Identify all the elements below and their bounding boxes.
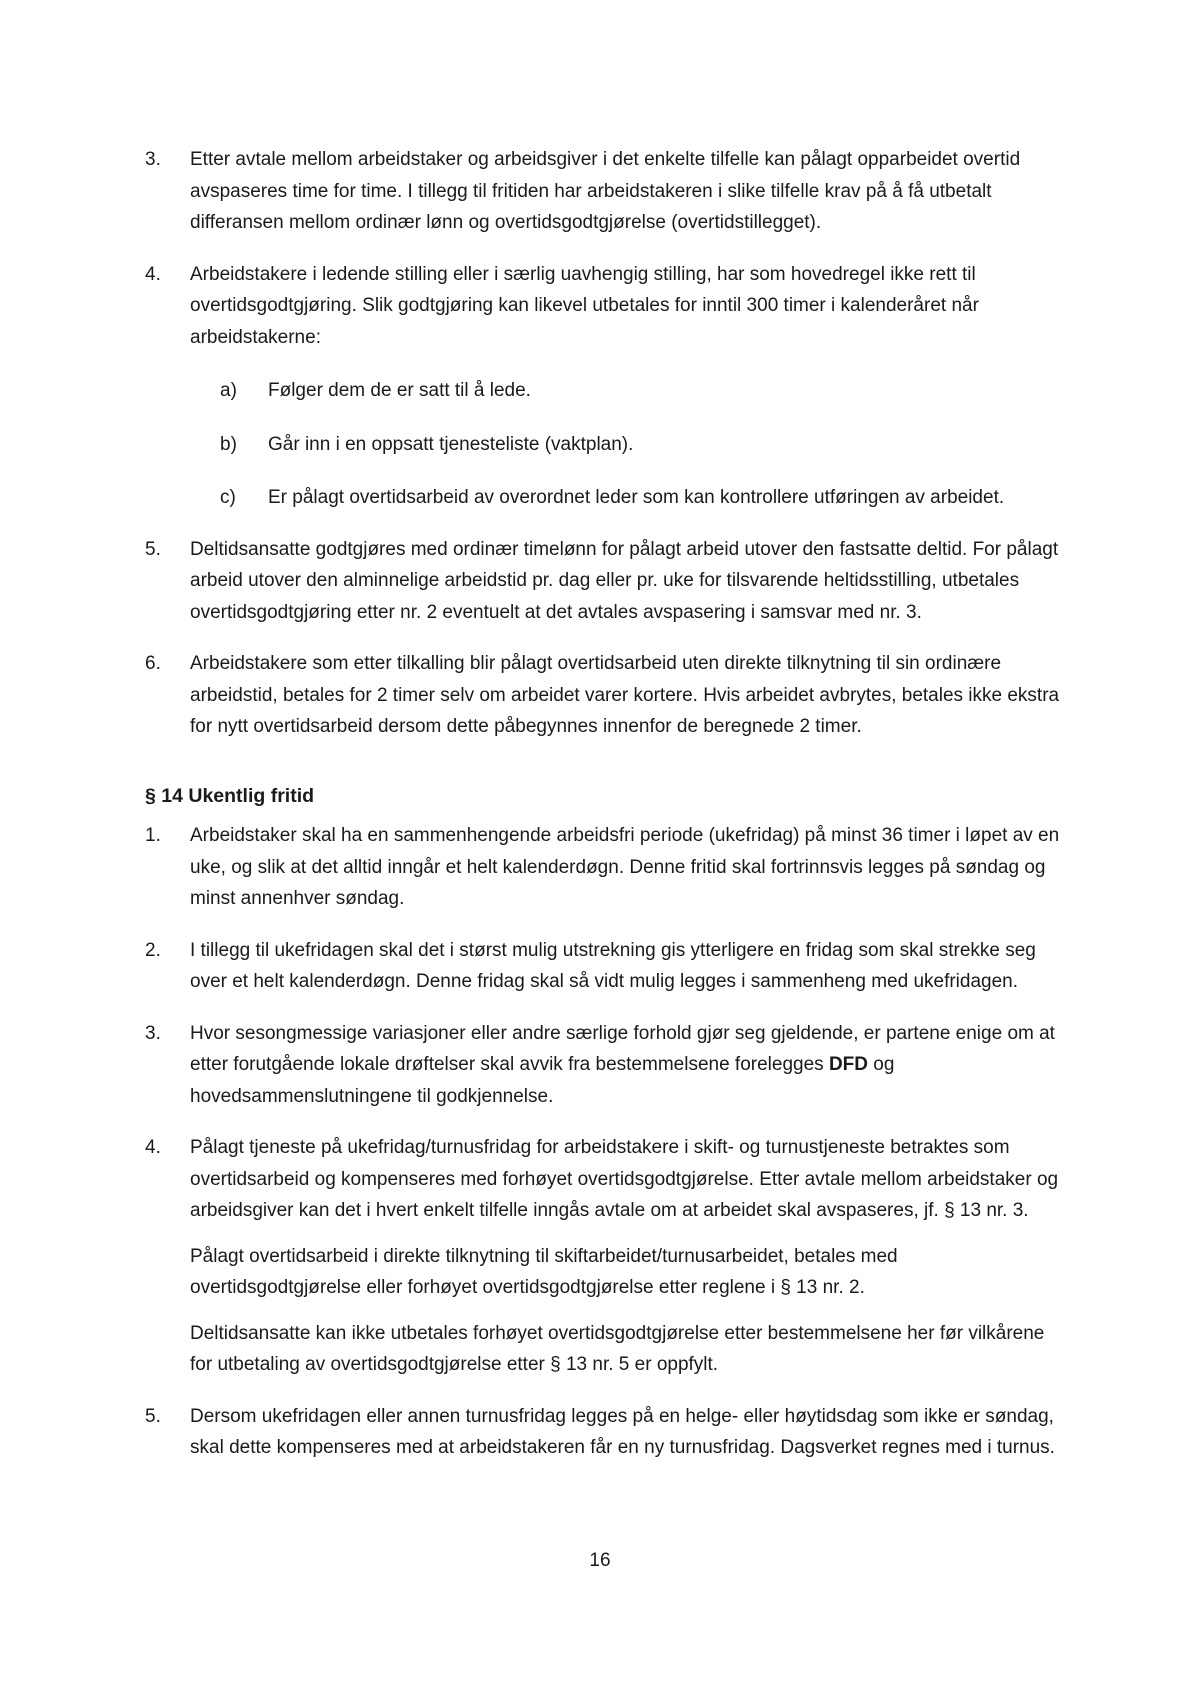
item-number: 5. xyxy=(145,1405,161,1427)
item-text-after: og hovedsammenslutningene til godkjennelse. xyxy=(190,1054,895,1107)
item-number: 6. xyxy=(145,653,161,674)
list-item xyxy=(145,1401,1065,1464)
sub-item-letter: b) xyxy=(220,433,237,455)
list-item xyxy=(145,259,1065,514)
item-paragraph: Pålagt overtidsarbeid i direkte tilknytning til skiftarbeidet/turnusarbeidet, betales med overtidsgodtgjørelse eller forhøyet overtidsgodtgjørelse etter reglene i § 13 nr. 2. xyxy=(190,1245,898,1298)
item-number: 4. xyxy=(145,1137,161,1158)
sub-item-text: Følger dem de er satt til å lede. xyxy=(268,380,531,401)
page-number: 16 xyxy=(589,1550,611,1571)
item-number: 5. xyxy=(145,538,161,560)
item-text: Etter avtale mellom arbeidstaker og arbeidsgiver i det enkelte tilfelle kan pålagt opparbeidet overtid avspaseres time for time. I tillegg til fritiden har arbeidstakeren i slike tilfelle krav på å få utbetalt differansen mellom ordinær lønn og overtidsgodtgjørelse (overtidstillegget). xyxy=(190,149,1021,233)
sub-item-text: Er pålagt overtidsarbeid av overordnet leder som kan kontrollere utføringen av arbeidet. xyxy=(268,487,1005,508)
item-text: I tillegg til ukefridagen skal det i størst mulig utstrekning gis ytterligere en fridag som skal strekke seg over et helt kalenderdøgn. Denne fridag skal så vidt mulig legges i sammenheng med ukefridagen. xyxy=(190,939,1036,992)
list-item xyxy=(145,820,1065,915)
item-number: 4. xyxy=(145,263,161,285)
section-heading: § 14 Ukentlig fritid xyxy=(145,784,315,807)
sub-item xyxy=(220,482,1065,514)
item-paragraph: Deltidsansatte kan ikke utbetales forhøyet overtidsgodtgjørelse etter bestemmelsene her før vilkårene for utbetaling av overtidsgodtgjørelse etter § 13 nr. 5 er oppfylt. xyxy=(190,1322,1045,1375)
page-content xyxy=(145,144,1065,1484)
item-number: 2. xyxy=(145,939,161,961)
list-item xyxy=(145,534,1065,629)
list-item xyxy=(145,144,1065,239)
list-item xyxy=(145,648,1065,743)
item-text-before: Hvor sesongmessige variasjoner eller andre særlige forhold gjør seg gjeldende, er partene enige om at etter forutgående lokale drøftelser skal avvik fra bestemmelsene forelegges xyxy=(190,1022,1055,1075)
item-number: 3. xyxy=(145,149,161,170)
item-text: Deltidsansatte godtgjøres med ordinær timelønn for pålagt arbeid utover den fastsatte deltid. For pålagt arbeid utover den alminnelige arbeidstid pr. dag eller pr. uke for tilsvarende heltidsstilling, utbetales overtidsgodtgjøring etter nr. 2 eventuelt at det avtales avspasering i samsvar med nr. 3. xyxy=(190,538,1059,623)
item-text: Arbeidstaker skal ha en sammenhengende arbeidsfri periode (ukefridag) på minst 36 timer i løpet av en uke, og slik at det alltid inngår et helt kalenderdøgn. Denne fritid skal fortrinnsvis legges på søndag og minst annenhver søndag. xyxy=(190,825,1060,909)
item-text: Pålagt tjeneste på ukefridag/turnusfridag for arbeidstakere i skift- og turnustjeneste betraktes som overtidsarbeid og kompenseres med forhøyet overtidsgodtgjørelse. Etter avtale mellom arbeidstaker og arbeidsgiver kan det i hvert enkelt tilfelle inngås avtale om at arbeidet skal avspaseres, jf. § 13 nr. 3. xyxy=(190,1137,1059,1221)
item-number: 3. xyxy=(145,1022,161,1044)
item-text: Arbeidstakere i ledende stilling eller i særlig uavhengig stilling, har som hovedregel ikke rett til overtidsgodtgjøring. Slik godtgjøring kan likevel utbetales for inntil 300 timer i kalenderåret når arbeidstakerne: xyxy=(190,263,979,348)
sub-item xyxy=(220,375,1065,407)
item-text: Dersom ukefridagen eller annen turnusfridag legges på en helge- eller høytidsdag som ikke er søndag, skal dette kompenseres med at arbeidstakeren får en ny turnusfridag. Dagsverket regnes med i turnus. xyxy=(190,1405,1055,1458)
bold-term: DFD xyxy=(828,1054,868,1075)
sub-item-letter: a) xyxy=(220,380,237,401)
item-text: Arbeidstakere som etter tilkalling blir pålagt overtidsarbeid uten direkte tilknytning til sin ordinære arbeidstid, betales for 2 timer selv om arbeidet varer kortere. Hvis arbeidet avbrytes, betales ikke ekstra for nytt overtidsarbeid dersom dette påbegynnes innenfor de beregnede 2 timer. xyxy=(190,653,1060,737)
list-item xyxy=(145,1018,1065,1113)
list-item xyxy=(145,1132,1065,1381)
item-number: 1. xyxy=(145,825,161,846)
sub-item-text: Går inn i en oppsatt tjenesteliste (vaktplan). xyxy=(268,433,634,455)
sub-item xyxy=(220,429,1065,461)
sub-item-letter: c) xyxy=(220,487,236,508)
list-item xyxy=(145,935,1065,998)
